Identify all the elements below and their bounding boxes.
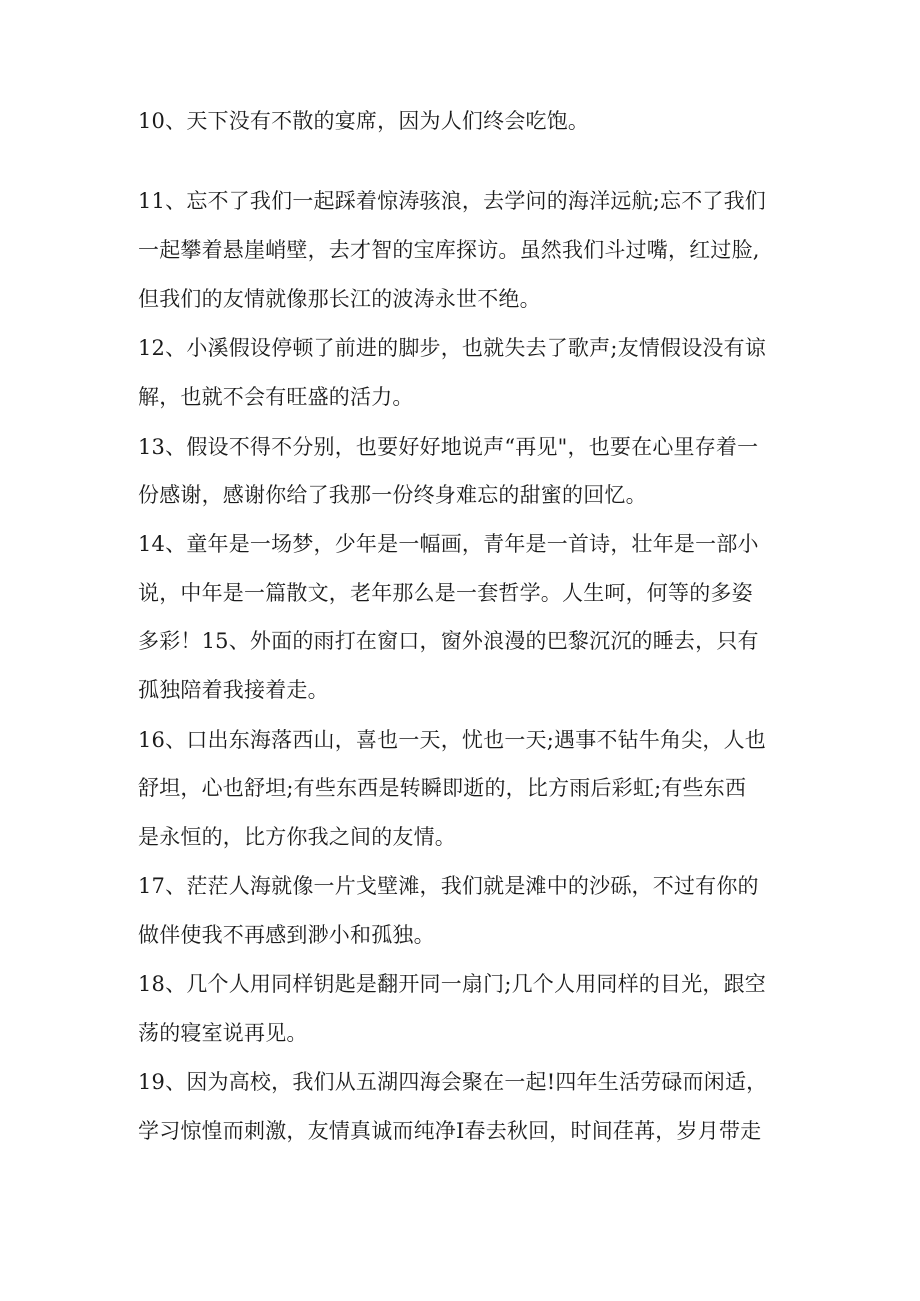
text-line: 份感谢，感谢你给了我那一份终身难忘的甜蜜的回忆。 xyxy=(138,483,647,507)
text-line: 18、几个人用同样钥匙是翻开同一扇门;几个人用同样的目光，跟空 xyxy=(138,972,766,996)
text-line: 一起攀着悬崖峭壁，去才智的宝库探访。虽然我们斗过嘴，红过脸, xyxy=(138,238,760,262)
text-line: 学习惊惶而刺激，友情真诚而纯净I春去秋回，时间荏苒，岁月带走 xyxy=(138,1119,762,1143)
text-line: 14、童年是一场梦，少年是一幅画，青年是一首诗，壮年是一部小 xyxy=(138,532,759,556)
text-line: 16、口出东海落西山，喜也一天，忧也一天;遇事不钻牛角尖，人也 xyxy=(138,728,766,752)
text-line: 是永恒的，比方你我之间的友情。 xyxy=(138,825,456,849)
text-line: 孤独陪着我接着走。 xyxy=(138,678,329,702)
text-line: 荡的寝室说再见。 xyxy=(138,1021,308,1045)
text-line: 但我们的友情就像那长江的波涛永世不绝。 xyxy=(138,287,541,311)
text-line: 17、茫茫人海就像一片戈壁滩，我们就是滩中的沙砾，不过有你的 xyxy=(138,874,759,898)
text-line: 12、小溪假设停顿了前进的脚步，也就失去了歌声;友情假设没有谅 xyxy=(138,336,766,360)
text-line: 13、假设不得不分别，也要好好地说声“再见"，也要在心里存着一 xyxy=(138,435,759,459)
text-line: 11、忘不了我们一起踩着惊涛骇浪，去学问的海洋远航;忘不了我们 xyxy=(138,189,766,213)
text-line: 说，中年是一篇散文，老年那么是一套哲学。人生呵，何等的多姿 xyxy=(138,581,753,605)
text-line: 10、天下没有不散的宴席，因为人们终会吃饱。 xyxy=(138,109,590,133)
text-line: 19、因为高校，我们从五湖四海会聚在一起!四年生活劳碌而闲适， xyxy=(138,1070,768,1094)
text-line: 做伴使我不再感到渺小和孤独。 xyxy=(138,923,435,947)
text-line: 多彩！15、外面的雨打在窗口，窗外浪漫的巴黎沉沉的睡去，只有 xyxy=(138,629,759,653)
text-line: 舒坦，心也舒坦;有些东西是转瞬即逝的，比方雨后彩虹;有些东西 xyxy=(138,776,747,800)
text-line: 解，也就不会有旺盛的活力。 xyxy=(138,385,414,409)
